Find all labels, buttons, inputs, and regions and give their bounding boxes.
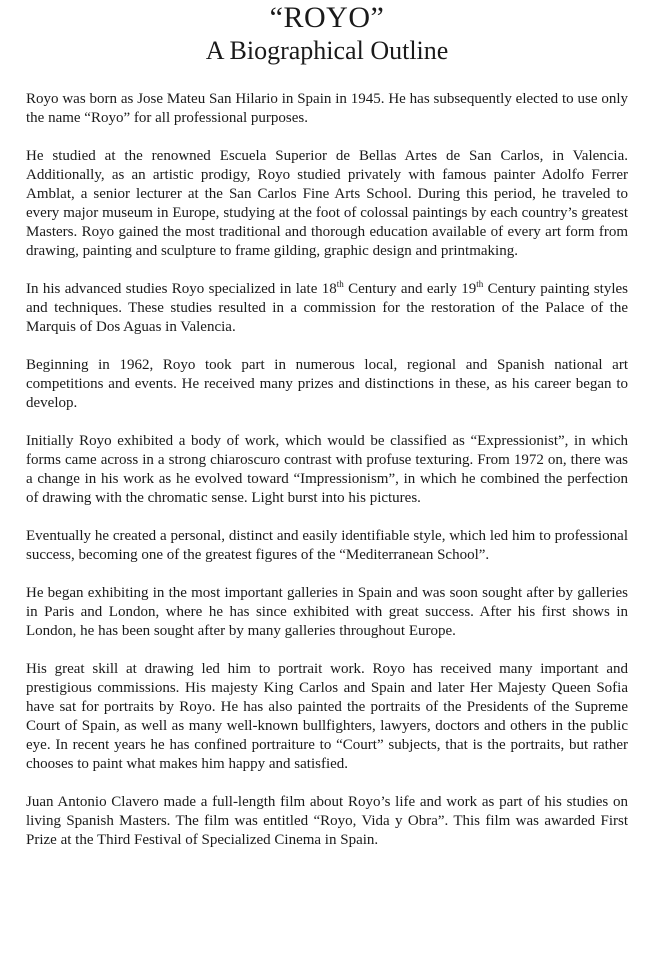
paragraph-text: Century and early 19: [343, 281, 477, 297]
superscript: th: [336, 279, 344, 289]
paragraph-text: He began exhibiting in the most important galleries in Spain and was soon sought after by galleries in Paris and London, where he has since exhibited with great success. After his first shows in London, he has been sought after by many galleries throughout Europe.: [26, 585, 628, 639]
paragraph: [26, 527, 628, 565]
document-body: [26, 90, 628, 850]
paragraph-text: Initially Royo exhibited a body of work, which would be classified as “Expressionist”, in which forms came across in a strong chiaroscuro contrast with profuse texturing. From 1972 on, there was a change in his work as he evolved toward “Impressionism”, in which he combined the perfection of drawing with the chromatic sense. Light burst into his pictures.: [26, 433, 628, 506]
paragraph-text: Century painting styles and techniques. These studies resulted in a commission for the restoration of the Palace of the Marquis of Dos Aguas in Valencia.: [26, 281, 628, 335]
paragraph: [26, 793, 628, 850]
paragraph: [26, 584, 628, 641]
paragraph: [26, 356, 628, 413]
paragraph-text: Royo was born as Jose Mateu San Hilario in Spain in 1945. He has subsequently elected to use only the name “Royo” for all professional purposes.: [26, 91, 628, 126]
paragraph-text: He studied at the renowned Escuela Superior de Bellas Artes de San Carlos, in Valencia. Additionally, as an artistic prodigy, Royo studied privately with famous painter Adolfo Ferrer Amblat, a senior lecturer at the San Carlos Fine Arts School. During this period, he traveled to every major museum in Europe, studying at the foot of colossal paintings by each country’s greatest Masters. Royo gained the most traditional and thorough education available of every art form from drawing, painting and sculpture to frame gilding, graphic design and printmaking.: [26, 148, 628, 259]
paragraph: [26, 90, 628, 128]
document-title: “ROYO”: [269, 1, 385, 34]
superscript: th: [476, 279, 484, 289]
paragraph-text: Juan Antonio Clavero made a full-length film about Royo’s life and work as part of his studies on living Spanish Masters. The film was entitled “Royo, Vida y Obra”. This film was awarded First Prize at the Third Festival of Specialized Cinema in Spain.: [26, 794, 628, 848]
paragraph-text: Beginning in 1962, Royo took part in numerous local, regional and Spanish national art competitions and events. He received many prizes and distinctions in these, as his career began to develop.: [26, 357, 628, 411]
paragraph: [26, 432, 628, 508]
paragraph-text: In his advanced studies Royo specialized in late 18: [26, 281, 337, 297]
paragraph-text: His great skill at drawing led him to portrait work. Royo has received many important and prestigious commissions. His majesty King Carlos and Spain and later Her Majesty Queen Sofia have sat for portraits by Royo. He has also painted the portraits of the Presidents of the Supreme Court of Spain, as well as many well-known bullfighters, lawyers, doctors and others in the public eye. In recent years he has confined portraiture to “Court” subjects, that is the portraits, but rather chooses to paint what makes him happy and satisfied.: [26, 661, 628, 772]
paragraph: [26, 147, 628, 261]
document-subtitle: A Biographical Outline: [205, 36, 449, 65]
paragraph: [26, 280, 628, 337]
paragraph-text: Eventually he created a personal, distinct and easily identifiable style, which led him to professional success, becoming one of the greatest figures of the “Mediterranean School”.: [26, 528, 628, 563]
paragraph: [26, 660, 628, 774]
